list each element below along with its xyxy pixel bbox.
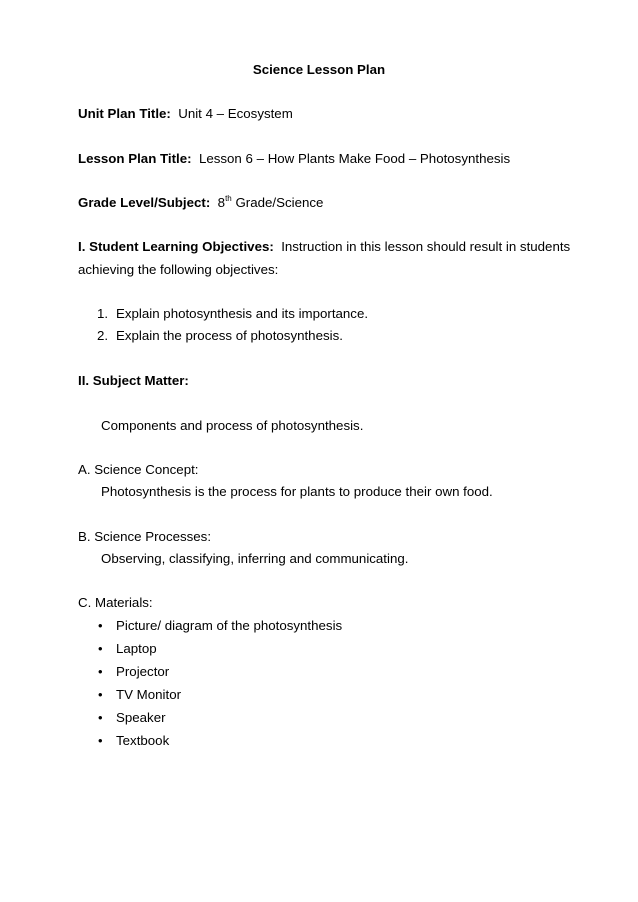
objectives-label: I. Student Learning Objectives:	[78, 239, 274, 254]
objectives-line-1	[78, 239, 570, 255]
unit-plan-label: Unit Plan Title:	[78, 106, 171, 121]
science-concept-label: A. Science Concept:	[78, 462, 199, 477]
unit-plan-line	[78, 106, 293, 122]
bullet-icon: •	[98, 733, 103, 748]
objective-text: Explain the process of photosynthesis.	[116, 328, 343, 343]
objectives-intro-1: Instruction in this lesson should result in students	[281, 239, 571, 254]
subject-matter-label: II. Subject Matter:	[78, 373, 189, 388]
bullet-icon: •	[98, 687, 103, 702]
unit-plan-value: Unit 4 – Ecosystem	[178, 106, 293, 121]
lesson-plan-value: Lesson 6 – How Plants Make Food – Photosynthesis	[198, 151, 511, 166]
objective-number: 1.	[97, 306, 109, 321]
objective-number: 2.	[97, 328, 109, 343]
bullet-icon: •	[98, 710, 103, 725]
grade-number: 8	[217, 195, 226, 210]
material-text: TV Monitor	[116, 687, 182, 702]
material-text: Picture/ diagram of the photosynthesis	[116, 618, 343, 633]
objectives-intro-2: achieving the following objectives:	[78, 262, 279, 277]
materials-label: C. Materials:	[78, 595, 153, 610]
science-processes-label: B. Science Processes:	[78, 529, 212, 544]
grade-subject: Grade/Science	[231, 195, 324, 210]
science-concept-text: Photosynthesis is the process for plants to produce their own food.	[101, 484, 493, 499]
subject-matter-text: Components and process of photosynthesis.	[101, 418, 364, 433]
material-text: Speaker	[116, 710, 166, 725]
page-title: Science Lesson Plan	[252, 62, 386, 77]
subject-matter-heading	[78, 373, 189, 389]
lesson-plan-label: Lesson Plan Title:	[78, 151, 192, 166]
bullet-icon: •	[98, 641, 103, 656]
material-text: Projector	[116, 664, 170, 679]
grade-level-line	[78, 195, 323, 211]
grade-ordinal: th	[225, 194, 232, 203]
material-text: Textbook	[116, 733, 170, 748]
objective-text: Explain photosynthesis and its importance.	[116, 306, 369, 321]
bullet-icon: •	[98, 618, 103, 633]
material-text: Laptop	[116, 641, 157, 656]
grade-level-label: Grade Level/Subject:	[78, 195, 211, 210]
science-processes-text: Observing, classifying, inferring and communicating.	[101, 551, 409, 566]
bullet-icon: •	[98, 664, 103, 679]
lesson-plan-line	[78, 151, 510, 167]
